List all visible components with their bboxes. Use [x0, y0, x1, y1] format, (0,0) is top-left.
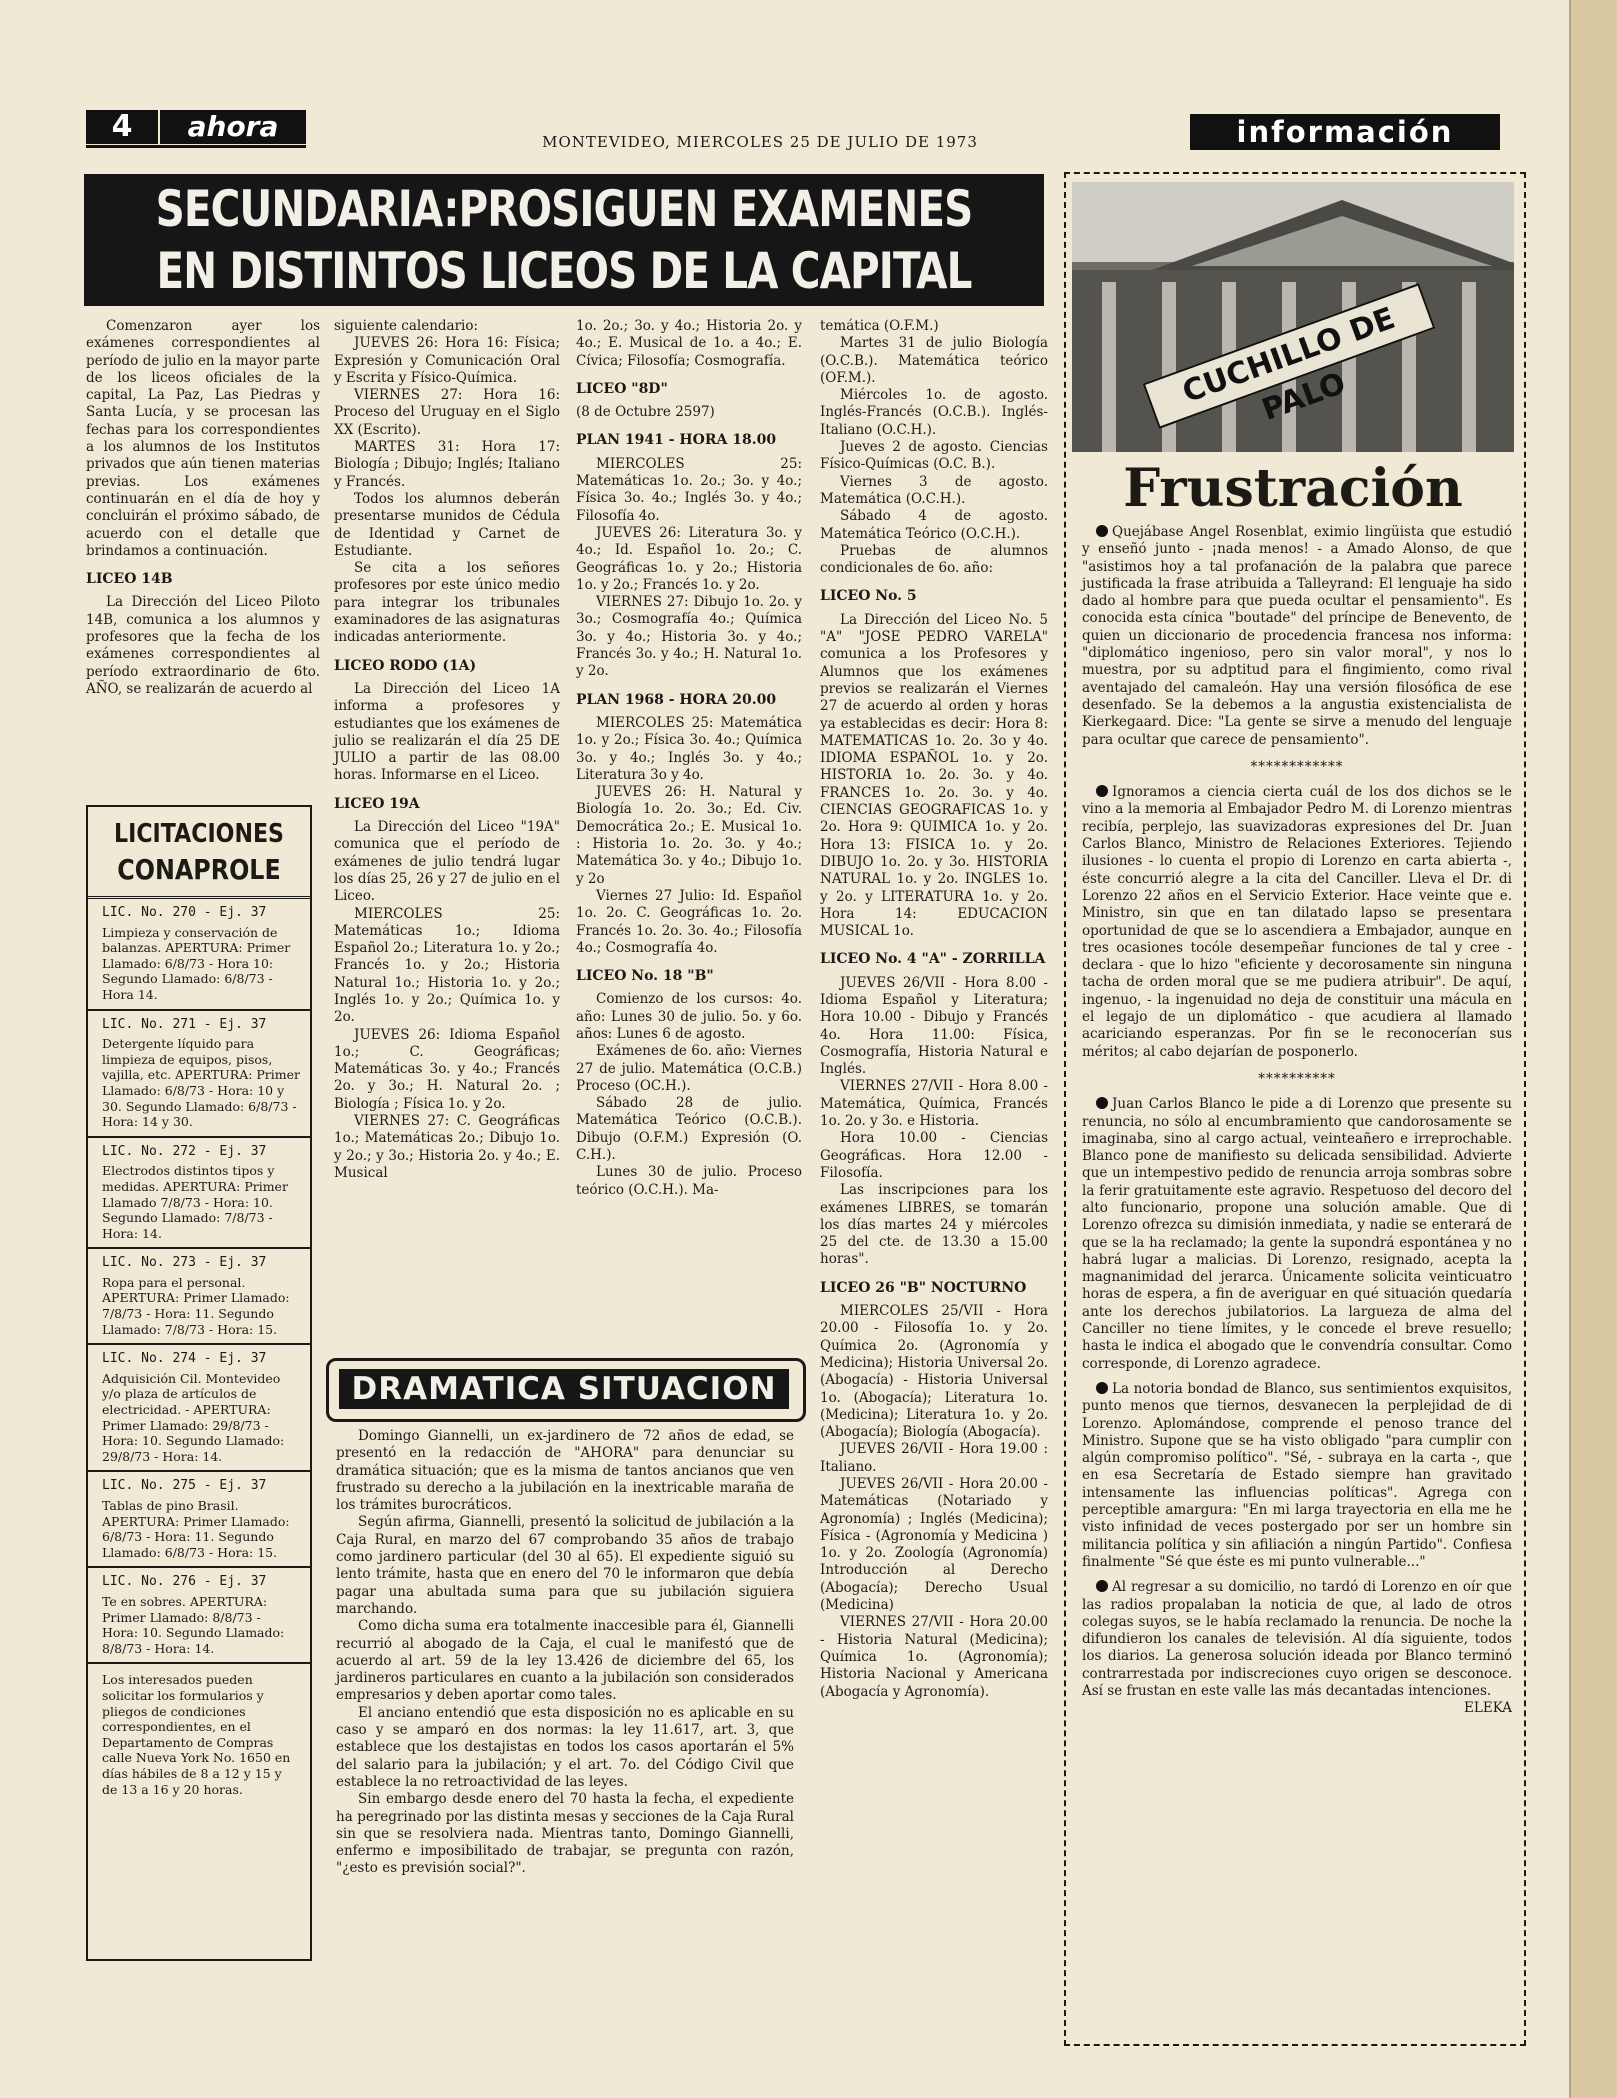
bullet-icon [1096, 1382, 1108, 1394]
licitaciones-footer: Los interesados pueden solicitar los formularios y pliegos de condiciones correspondientes, en el Departamento de Compras calle Nueva York No. 1650 en días hábiles de 8 a 12 y 15 y de 13 a 16 y 20 horas. [102, 1672, 291, 1797]
paragraph: JUEVES 26: Hora 16: Física; Expresión y Comunicación Oral y Escrita y Físico-Química. [334, 335, 560, 386]
building-photo [1072, 182, 1514, 452]
paragraph: JUEVES 26: H. Natural y Biología 1o. 2o. 3o.; Ed. Civ. Democrática 2o.; E. Musical 1o. : Historia 1o. 2o. 3o. y 4o.; Matemática 3o. y 4o.; Dibujo 1o. y 2o [576, 784, 802, 887]
section-right: información [1190, 114, 1500, 150]
paragraph: Sábado 4 de agosto. Matemática Teórico (O.C.H.). [820, 508, 1048, 542]
article-column-4 [820, 318, 1048, 1701]
paragraph: Juan Carlos Blanco le pide a di Lorenzo que presente su renuncia, no sólo al encumbramiento que candorosamente se imaginaba, sino al cargo actual, veinteañero e irreprochable. Blanco pone de manifiesto su delicada sensibilidad. Advierte que un intempestivo pedido de renuncia arroja sombras sobre la ferir gratuitamente este agravio. Respetuoso del decoro del alto funcionario, propone una solución amable. Que di Lorenzo ofrezca su dimisión inmediata, y nadie se enterará de que se la ha reclamado; la gente la supondrá espontánea y no habrá lugar a malicias. Di Lorenzo, resignado, acepta la magnanimidad del jerarca. Únicamente solicita veinticuatro horas de espera, a fin de averiguar en qué situación quedaría ante los derechos jubilatorios. La largueza de alma del Canciller no tiene límites, y le concede el breve resuello; hasta le indica el abogado que le convendría consultar. Como corresponde, di Lorenzo agradece. [1082, 1096, 1512, 1372]
licitacion-description: Detergente líquido para limpieza de equipos, pisos, vajilla, etc. APERTURA: Primer Llamado: 6/8/73 - Hora: 10 y 30. Segundo Llamado: 6/8/73 - Hora: 14 y 30. [102, 1036, 301, 1130]
licitacion-number: LIC. No. 275 - Ej. 37 [102, 1478, 267, 1494]
licitacion-item [88, 1568, 310, 1664]
licitacion-description: Adquisición Cil. Montevideo y/o plaza de artículos de electricidad. - APERTURA: Primer Llamado: 29/8/73 - Hora: 10. Segundo Llamado: 29/8/73 - Hora: 14. [102, 1370, 285, 1464]
subheading: PLAN 1941 - HORA 18.00 [576, 432, 777, 449]
paragraph: El anciano entendió que esta disposición no es aplicable en su caso y se amparó en dos normas: la ley 11.617, art. 3, que establece que los destajistas en todos los casos aportarán el 5% del salario para la jubilación; y el art. 7o. del Código Civil que establece la no retroactividad de las leyes. [336, 1704, 794, 1790]
paragraph: Todos los alumnos deberán presentarse munidos de Cédula de Identidad y Carnet de Estudiante. [334, 490, 560, 559]
paragraph: La Dirección del Liceo "19A" comunica que el período de exámenes de julio tendrá lugar los días 25, 26 y 27 de julio en el Liceo. [334, 819, 560, 905]
licitacion-number: LIC. No. 273 - Ej. 37 [102, 1255, 267, 1271]
opinion-title: Frustración [1123, 458, 1463, 519]
licitacion-item [88, 1138, 310, 1250]
subheading: LICEO No. 18 "B" [576, 968, 714, 985]
paragraph: Como dicha suma era totalmente inaccesible para él, Giannelli recurrió al abogado de la Caja, el cual le manifestó que de acuerdo al art. 59 de la ley 13.426 de diciembre del 65, los jardineros particulares en cuanto a la jubilación son considerados empresarios y deben aportar como tales. [336, 1618, 794, 1704]
licitacion-item [88, 1345, 310, 1472]
paragraph: MIERCOLES 25: Matemáticas 1o.; Idioma Español 2o.; Literatura 1o. y 2o.; Francés 1o. y 2o.; Historia Natural 1o.; Historia 1o. y 2o.; Inglés 1o. y 2o.; Química 1o. y 2o. [334, 905, 560, 1026]
paragraph: VIERNES 27/VII - Hora 8.00 - Matemática, Química, Francés 1o. 2o. y 3o. e Historia. [820, 1078, 1048, 1130]
signature: ELEKA [1464, 1700, 1512, 1717]
licitacion-item [88, 1011, 310, 1138]
paragraph: La Dirección del Liceo 1A informa a profesores y estudiantes que los exámenes de julio se realizarán el día 25 DE JULIO a partir de las 08.00 horas. Informarse en el Liceo. [334, 680, 560, 784]
paragraph: JUEVES 26/VII - Hora 20.00 - Matemáticas (Notariado y Agronomía) ; Inglés (Medicina); Física - (Agronomía y Medicina ) 1o. y 2o. Zoología (Agronomía) Introducción al Derecho (Abogacía); Derecho Usual (Medicina) [820, 1476, 1048, 1614]
column-tag: CUCHILLO DE PALO [1143, 283, 1436, 429]
paragraph: Las inscripciones para los exámenes LIBRES, se tomarán los días martes 24 y miércoles 25 del cte. de 13.30 a 15.00 horas". [820, 1182, 1048, 1268]
paragraph: Sin embargo desde enero del 70 hasta la fecha, el expediente ha peregrinado por las distinta mesas y secciones de la Caja Rural sin que se resolviera nada. Mientras tanto, Domingo Giannelli, enfermo e imposibilitado de trabajar, se pregunta con razón, "¿esto es previsión social?". [336, 1791, 794, 1877]
licitacion-item [88, 1472, 310, 1568]
licitacion-description: Te en sobres. APERTURA: Primer Llamado: 8/8/73 - Hora: 10. Segundo Llamado: 8/8/73 - Hora: 14. [102, 1593, 285, 1656]
paragraph: (8 de Octubre 2597) [576, 404, 715, 421]
paragraph: Comienzo de los cursos: 4o. año: Lunes 30 de julio. 5o. y 6o. años: Lunes 6 de agosto. [576, 991, 802, 1042]
headline [84, 174, 1044, 306]
bullet-icon [1096, 1580, 1108, 1592]
licitacion-number: LIC. No. 274 - Ej. 37 [102, 1351, 267, 1367]
licitacion-description: Limpieza y conservación de balanzas. APERTURA: Primer Llamado: 6/8/73 - Hora 10: Segundo Llamado: 6/8/73 - Hora 14. [102, 924, 291, 1002]
licitacion-description: Ropa para el personal. APERTURA: Primer Llamado: 7/8/73 - Hora: 11. Segundo Llamado: 7/8/73 - Hora: 15. [102, 1274, 290, 1337]
paragraph: JUEVES 26: Literatura 3o. y 4o.; Id. Español 1o. 2o.; C. Geográficas 1o. y 2o.; Historia 1o. y 2o.; Francés 1o. y 2o. [576, 524, 802, 593]
subheading: LICEO No. 5 [820, 588, 917, 605]
paragraph: MIERCOLES 25: Matemáticas 1o. 2o.; 3o. y 4o.; Física 3o. 4o.; Inglés 3o. y 4o.; Filosofía 4o. [576, 455, 802, 524]
article-column-1 [86, 318, 320, 698]
subheading: LICEO 14B [86, 571, 173, 588]
header-rule [86, 145, 306, 148]
paragraph: JUEVES 26/VII - Hora 19.00 : Italiano. [820, 1441, 1048, 1475]
subheading: LICEO "8D" [576, 380, 668, 397]
licitacion-number: LIC. No. 272 - Ej. 37 [102, 1143, 267, 1159]
paragraph: MIERCOLES 25: Matemática 1o. y 2o.; Física 3o. 4o.; Química 3o. y 4o.; Inglés 3o. y 4o.; Literatura 3o y 4o. [576, 714, 802, 783]
paragraph: Comenzaron ayer los exámenes correspondientes al período de julio en la mayor parte de los liceos oficiales de la capital, La Paz, Las Piedras y Santa Lucía, y se procesan las fechas para los correspondientes a los alumnos de los Institutos privados que aún tienen materias previas. Los exámenes continuarán en el día de hoy y concluirán el próximo sábado, de acuerdo con el detalle que brindamos a continuación. [86, 318, 320, 559]
licitaciones-org: CONAPROLE [117, 853, 281, 886]
paragraph: 1o. 2o.; 3o. y 4o.; Historia 2o. y 4o.; E. Musical de 1o. a 4o.; E. Cívica; Filosofía; Cosmografía. [576, 318, 802, 369]
licitacion-number: LIC. No. 271 - Ej. 37 [102, 1016, 267, 1032]
licitacion-description: Electrodos distintos tipos y medidas. APERTURA: Primer Llamado 7/8/73 - Hora: 10. Segundo Llamado: 7/8/73 - Hora: 14. [102, 1163, 288, 1241]
subheading: LICEO 19A [334, 795, 420, 812]
paragraph: temática (O.F.M.) [820, 318, 939, 334]
page-edge [1569, 0, 1617, 2098]
paragraph: Jueves 2 de agosto. Ciencias Físico-Químicas (O.C. B.). [820, 439, 1048, 473]
licitaciones-title: LICITACIONES [114, 819, 284, 849]
separator: ********** [1258, 1070, 1336, 1087]
licitacion-number: LIC. No. 270 - Ej. 37 [102, 905, 267, 920]
dramatica-header-box [326, 1358, 806, 1422]
paragraph: Viernes 27 Julio: Id. Español 1o. 2o. C. Geográficas 1o. 2o. Francés 1o. 2o. 3o. 4o.; Filosofía 4o.; Cosmografía 4o. [576, 887, 802, 956]
subheading: LICEO 26 "B" NOCTURNO [820, 1279, 1027, 1296]
section-name: ahora [160, 110, 306, 144]
paragraph: JUEVES 26: Idioma Español 1o.; C. Geográficas; Matemáticas 3o. y 4o.; Francés 2o. y 3o.; H. Natural 2o. ; Biología ; Física 1o. y 2o. [334, 1026, 560, 1112]
dateline: MONTEVIDEO, MIERCOLES 25 DE JULIO DE 1973 [542, 133, 978, 151]
article-column-3 [576, 318, 802, 1199]
bullet-icon [1096, 525, 1108, 537]
paragraph: Viernes 3 de agosto. Matemática (O.C.H.). [820, 473, 1048, 507]
paragraph: Miércoles 1o. de agosto. Inglés-Francés (O.C.B.). Inglés-Italiano (O.C.H.). [820, 387, 1048, 438]
subheading: PLAN 1968 - HORA 20.00 [576, 691, 777, 708]
paragraph: Lunes 30 de julio. Proceso teórico (O.C.H.). Ma- [576, 1164, 802, 1198]
paragraph: Exámenes de 6o. año: Viernes 27 de julio. Matemática (O.C.B.) Proceso (OC.H.). [576, 1043, 802, 1094]
dramatica-article [336, 1428, 794, 1878]
paragraph: Según afirma, Giannelli, presentó la solicitud de jubilación a la Caja Rural, en marzo del 67 comprobando 35 años de trabajo como jardinero particular (del 30 al 65). El expediente siguió su lento trámite, hasta que en enero del 70 le informaron que debía pagar una abultada suma para que su jubilación siguiera marchando. [336, 1514, 794, 1617]
licitacion-description: Tablas de pino Brasil. APERTURA: Primer Llamado: 6/8/73 - Hora: 11. Segundo Llamado: 6/8/73 - Hora: 15. [102, 1498, 290, 1560]
paragraph: JUEVES 26/VII - Hora 8.00 - Idioma Español y Literatura; Hora 10.00 - Dibujo y Francés 4o. Hora 11.00: Física, Cosmografía, Historia Natural e Inglés. [820, 974, 1048, 1078]
licitaciones-list [88, 899, 310, 1664]
bullet-icon [1096, 785, 1108, 797]
paragraph: La Dirección del Liceo Piloto 14B, comunica a los alumnos y profesores que la fecha de los exámenes correspondientes al período extraordinario de 6to. AÑO, se realizarán de acuerdo al [86, 594, 320, 697]
licitacion-item [88, 1249, 310, 1345]
paragraph: VIERNES 27: C. Geográficas 1o.; Matemáticas 2o.; Dibujo 1o. y 2o.; y 3o.; Historia 2o. y 4o.; E. Musical [334, 1113, 560, 1181]
article-column-2 [334, 318, 560, 1182]
paragraph: MARTES 31: Hora 17: Biología ; Dibujo; Inglés; Italiano y Francés. [334, 439, 560, 490]
paragraph: VIERNES 27: Hora 16: Proceso del Uruguay en el Siglo XX (Escrito). [334, 387, 560, 438]
paragraph: Hora 10.00 - Ciencias Geográficas. Hora 12.00 - Filosofía. [820, 1130, 1048, 1181]
bullet-icon [1096, 1097, 1108, 1109]
paragraph: La notoria bondad de Blanco, sus sentimientos exquisitos, punto menos que tiernos, desvanecen la perplejidad de di Lorenzo. Aplomándose, comprende el penoso trance del Ministro. Supone que se ha visto obligado "para cumplir con algún compromiso político". "Sé, - subraya en la carta -, que en esa Secretaría de Estado siempre han gravitado intensamente las influencias políticas". Agrega con perceptible amargura: "En mi larga trayectoria en ella me he visto infinidad de veces postergado por ser un hombre sin militancia política y sin afiliación a ningún Partido". Confiesa finalmente "Sé que éste es mi punto vulnerable..." [1082, 1380, 1512, 1570]
paragraph: Domingo Giannelli, un ex-jardinero de 72 años de edad, se presentó en la redacción de "AHORA" para denunciar su dramática situación; que es la misma de tantos ancianos que ven frustrado su derecho a la jubilación en la inextricable maraña de los trámites burocráticos. [336, 1428, 794, 1514]
paragraph: Pruebas de alumnos condicionales de 6o. año: [820, 542, 1048, 577]
licitacion-number: LIC. No. 276 - Ej. 37 [102, 1574, 267, 1590]
paragraph: Quejábase Angel Rosenblat, eximio lingüista que estudió y enseñó junto - ¡nada menos! - a Amado Alonso, de que "asistimos hoy a tal profanación de la palabra que parece justificada la frase atribuida a Talleyrand: El lenguaje ha sido dado al hombre para que pueda ocultar el pensamiento". Es conocida esta cínica "boutade" del príncipe de Benevento, de quien un diccionario de procedencia francesa nos informa: "diplomático ingenioso, pero sin valor moral", y nos lo muestra, por su adptitud para el fingimiento, como rival aventajado del camaleón. Hay una versión filosófica de ese desenfado. Se la debemos a la angustia existencialista de Kierkegaard. Dice: "La gente se sirve a menudo del lenguaje para ocultar que carece de pensamiento". [1082, 524, 1512, 748]
paragraph: VIERNES 27/VII - Hora 20.00 - Historia Natural (Medicina); Química 1o. (Agronomía); Historia Nacional y Americana (Abogacía y Agronomía). [820, 1614, 1048, 1700]
licitacion-item [88, 899, 310, 1011]
separator: ************ [1250, 758, 1344, 775]
paragraph: VIERNES 27: Dibujo 1o. 2o. y 3o.; Cosmografía 4o.; Química 3o. y 4o.; Historia 3o. y 4o.; Francés 3o. y 4o.; H. Natural 1o. y 2o. [576, 594, 802, 680]
subheading: LICEO RODO (1A) [334, 657, 477, 674]
paragraph: Ignoramos a ciencia cierta cuál de los dos dichos se le vino a la memoria al Embajador Pedro M. di Lorenzo mientras recibía, perplejo, las suavizadoras expresiones del Dr. Juan Carlos Blanco, Ministro de Relaciones Exteriores. Tejiendo ilusiones - lo cuenta el propio di Lorenzo en carta abierta -, éste concurrió alegre a la cita del Canciller. Lleva el Dr. di Lorenzo 22 años en el Servicio Exterior. Hace veinte que e. Ministro, sin que en tan dilatado lapso se presentara oportunidad de que se lo ascendiera a Embajador, aunque en tres ocasiones tocóle desempeñar funciones de tal y cree - declara - que lo hizo "eficiente y decorosamente sin ninguna tacha de orden moral que se me pudiera atribuir". De aquí, ingenuo, - la ingenuidad no deja de constituir una mácula en el legajo de un diplomático - que acudiera al llamado acariciando esperanzas. Por fin se le reconocerían sus méritos; al cabo dejarían de posponerlo. [1082, 784, 1512, 1060]
dramatica-title: DRAMATICA SITUACION [339, 1369, 789, 1409]
paragraph: Martes 31 de julio Biología (O.C.B.). Matemática teórico (OF.M.). [820, 335, 1048, 386]
subheading: LICEO No. 4 "A" - ZORRILLA [820, 951, 1046, 968]
paragraph: La Dirección del Liceo No. 5 "A" "JOSE PEDRO VARELA" comunica a los Profesores y Alumnos que los exámenes previos se realizarán el Viernes 27 de acuerdo al orden y horas ya establecidas es decir: Hora 8: MATEMATICAS 1o. 2o. 3o y 4o. IDIOMA ESPAÑOL 1o. y 2o. HISTORIA 1o. 2o. 3o. y 4o. FRANCES 1o. 2o. 3o. y 4o. CIENCIAS GEOGRAFICAS 1o. y 2o. Hora 9: QUIMICA 1o. y 2o. Hora 13: FISICA 1o. y 2o. DIBUJO 1o. 2o. y 3o. HISTORIA NATURAL 1o. y 2o. INGLES 1o. y 2o. y LITERATURA 1o. y 2o. Hora 14: EDUCACION MUSICAL 1o. [820, 611, 1048, 940]
paragraph: siguiente calendario: [334, 318, 479, 334]
headline-line-1: SECUNDARIA:PROSIGUEN EXAMENES [155, 180, 973, 238]
paragraph: MIERCOLES 25/VII - Hora 20.00 - Filosofía 1o. y 2o. Química 2o. (Agronomía y Medicina); Historia Universal 2o. (Abogacía) - Historia Universal 1o. (Abogacía); Literatura 1o. (Medicina); Literatura 1o. y 2o. (Abogacía); Biología (Abogacía). [820, 1303, 1048, 1441]
page-number: 4 [86, 110, 158, 144]
paragraph: Sábado 28 de julio. Matemática Teórico (O.C.B.). Dibujo (O.F.M.) Expresión (O. C.H.). [576, 1095, 802, 1164]
licitaciones-box [86, 805, 312, 1961]
headline-line-2: EN DISTINTOS LICEOS DE LA CAPITAL [156, 242, 972, 300]
paragraph: Se cita a los señores profesores por este único medio para integrar los tribunales examinadores de las asignaturas indicadas anteriormente. [334, 560, 560, 646]
opinion-column [1082, 524, 1512, 1718]
paragraph: Al regresar a su domicilio, no tardó di Lorenzo en oír que las radios propalaban la noticia de que, al lado de otros colegas suyos, se le había reclamado la renuncia. De noche la difundieron los canales de televisión. Al día siguiente, todos los diarios. La generosa solución ideada por Blanco terminó contrarrestada por indiscreciones cuyo origen se desconoce. Así se frustan en este valle las más decantadas intenciones. [1082, 1579, 1512, 1699]
